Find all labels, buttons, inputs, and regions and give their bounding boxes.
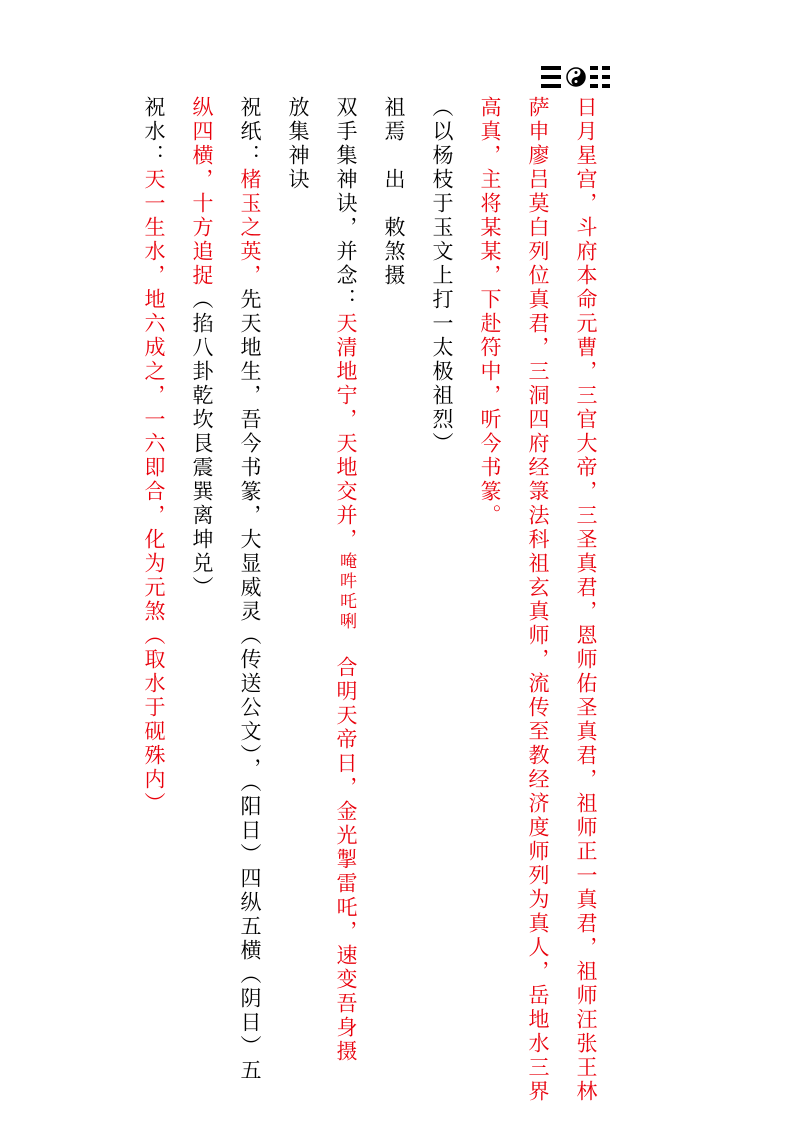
column-6-incantation-end: 合明天帝日，金光掣雷吒，速变吾身摄 [334, 632, 358, 1064]
text-column-3 [472, 96, 508, 528]
text-column-1 [568, 96, 604, 1104]
column-10-label: 祝水： [142, 96, 166, 168]
text-column-4 [424, 96, 460, 456]
column-9-incantation: 纵四横，十方追捉 [190, 96, 214, 288]
trigram-kun-icon [590, 66, 610, 88]
taiji-icon [567, 68, 585, 86]
column-8-label: 祝纸： [238, 96, 262, 168]
column-10-incantation: 天一生水，地六成之，一六即合，化为元煞 [142, 168, 166, 624]
column-6-label: 双手集神诀，并念： [334, 96, 358, 312]
text-column-10 [136, 96, 172, 816]
text-column-8 [232, 96, 268, 1083]
column-6-incantation: 天清地宁，天地交并， [334, 312, 358, 552]
text-column-7 [280, 96, 316, 192]
column-9-note: （掐八卦乾坎艮震巽离坤兑） [190, 288, 214, 600]
column-6-mantra: 唵吽吒唎 [336, 552, 356, 632]
text-column-5 [376, 96, 412, 288]
header-symbols [540, 62, 612, 92]
trigram-qian-icon [541, 66, 561, 88]
column-10-note: （取水于砚殊内） [142, 624, 166, 816]
column-8-text: 先天地生，吾今书篆，大显威灵（传送公文），（阳日）四纵五横（阴日）五 [238, 288, 262, 1083]
column-8-incantation: 楮玉之英， [238, 168, 262, 288]
column-2-text: 萨申廖吕莫白列位真君，三洞四府经箓法科祖玄真师，流传至教经济度师列为真人，岳地水三界 [526, 96, 550, 1104]
column-7-text: 放集神诀 [286, 96, 310, 192]
column-1-text: 日月星宫，斗府本命元曹，三官大帝，三圣真君，恩师佑圣真君，祖师正一真君，祖师汪张王林 [574, 96, 598, 1104]
column-4-text: （以杨枝于玉文上打一太极祖烈） [430, 96, 454, 456]
column-3-text: 高真，主将某某，下赴符中，听今书篆。 [478, 96, 502, 528]
text-column-9 [184, 96, 220, 600]
text-column-6 [328, 96, 364, 1064]
text-column-2 [520, 96, 556, 1104]
column-5-text: 祖焉 出 敕煞摄 [382, 96, 406, 288]
